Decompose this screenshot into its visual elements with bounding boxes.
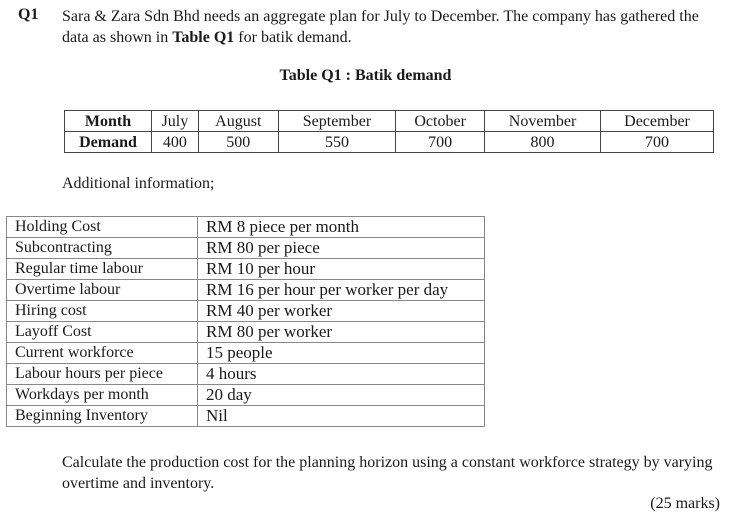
table-row: [7, 322, 485, 343]
demand-cell: 800: [485, 132, 601, 153]
demand-table: [64, 110, 714, 153]
row-header-month: Month: [65, 111, 152, 132]
info-key: Workdays per month: [7, 385, 198, 406]
table-row: [7, 217, 485, 238]
table-caption: Table Q1 : Batik demand: [279, 67, 452, 84]
demand-cell: 550: [278, 132, 395, 153]
info-value: 4 hours: [198, 364, 485, 385]
info-key: Hiring cost: [7, 301, 198, 322]
table-row: [7, 280, 485, 301]
marks-label: (25 marks): [650, 495, 720, 512]
table-row: [7, 364, 485, 385]
info-value: 20 day: [198, 385, 485, 406]
month-row: [65, 111, 714, 132]
info-value: 15 people: [198, 343, 485, 364]
demand-cell: 700: [601, 132, 714, 153]
table-row: [7, 301, 485, 322]
row-header-demand: Demand: [65, 132, 152, 153]
table-row: [7, 385, 485, 406]
info-value: Nil: [198, 406, 485, 427]
intro-table-ref: Table Q1: [172, 29, 235, 46]
intro-text-end: for batik demand.: [234, 29, 352, 46]
info-value: RM 80 per worker: [198, 322, 485, 343]
month-cell: July: [152, 111, 199, 132]
demand-row: [65, 132, 714, 153]
task-instruction: Calculate the production cost for the planning horizon using a constant workforce strategy by varying overtime and inventory.: [62, 454, 713, 492]
info-key: Beginning Inventory: [7, 406, 198, 427]
cost-info-table: [6, 216, 485, 427]
month-cell: August: [198, 111, 278, 132]
info-key: Overtime labour: [7, 280, 198, 301]
info-key: Holding Cost: [7, 217, 198, 238]
info-key: Subcontracting: [7, 238, 198, 259]
info-value: RM 10 per hour: [198, 259, 485, 280]
demand-cell: 500: [198, 132, 278, 153]
info-value: RM 40 per worker: [198, 301, 485, 322]
table-row: [7, 343, 485, 364]
info-value: RM 8 piece per month: [198, 217, 485, 238]
intro-text: Sara & Zara Sdn Bhd needs an aggregate plan for July to December. The company has gathered the data as shown in: [62, 8, 699, 46]
table-row: [7, 259, 485, 280]
table-row: [7, 406, 485, 427]
info-value: RM 16 per hour per worker per day: [198, 280, 485, 301]
month-cell: October: [396, 111, 485, 132]
info-key: Current workforce: [7, 343, 198, 364]
demand-cell: 700: [396, 132, 485, 153]
info-key: Regular time labour: [7, 259, 198, 280]
info-value: RM 80 per piece: [198, 238, 485, 259]
month-cell: November: [485, 111, 601, 132]
demand-cell: 400: [152, 132, 199, 153]
question-number: Q1: [18, 6, 39, 23]
month-cell: September: [278, 111, 395, 132]
month-cell: December: [601, 111, 714, 132]
question-intro: [62, 6, 712, 48]
info-key: Layoff Cost: [7, 322, 198, 343]
additional-info-label: Additional information;: [62, 175, 215, 192]
table-row: [7, 238, 485, 259]
info-key: Labour hours per piece: [7, 364, 198, 385]
